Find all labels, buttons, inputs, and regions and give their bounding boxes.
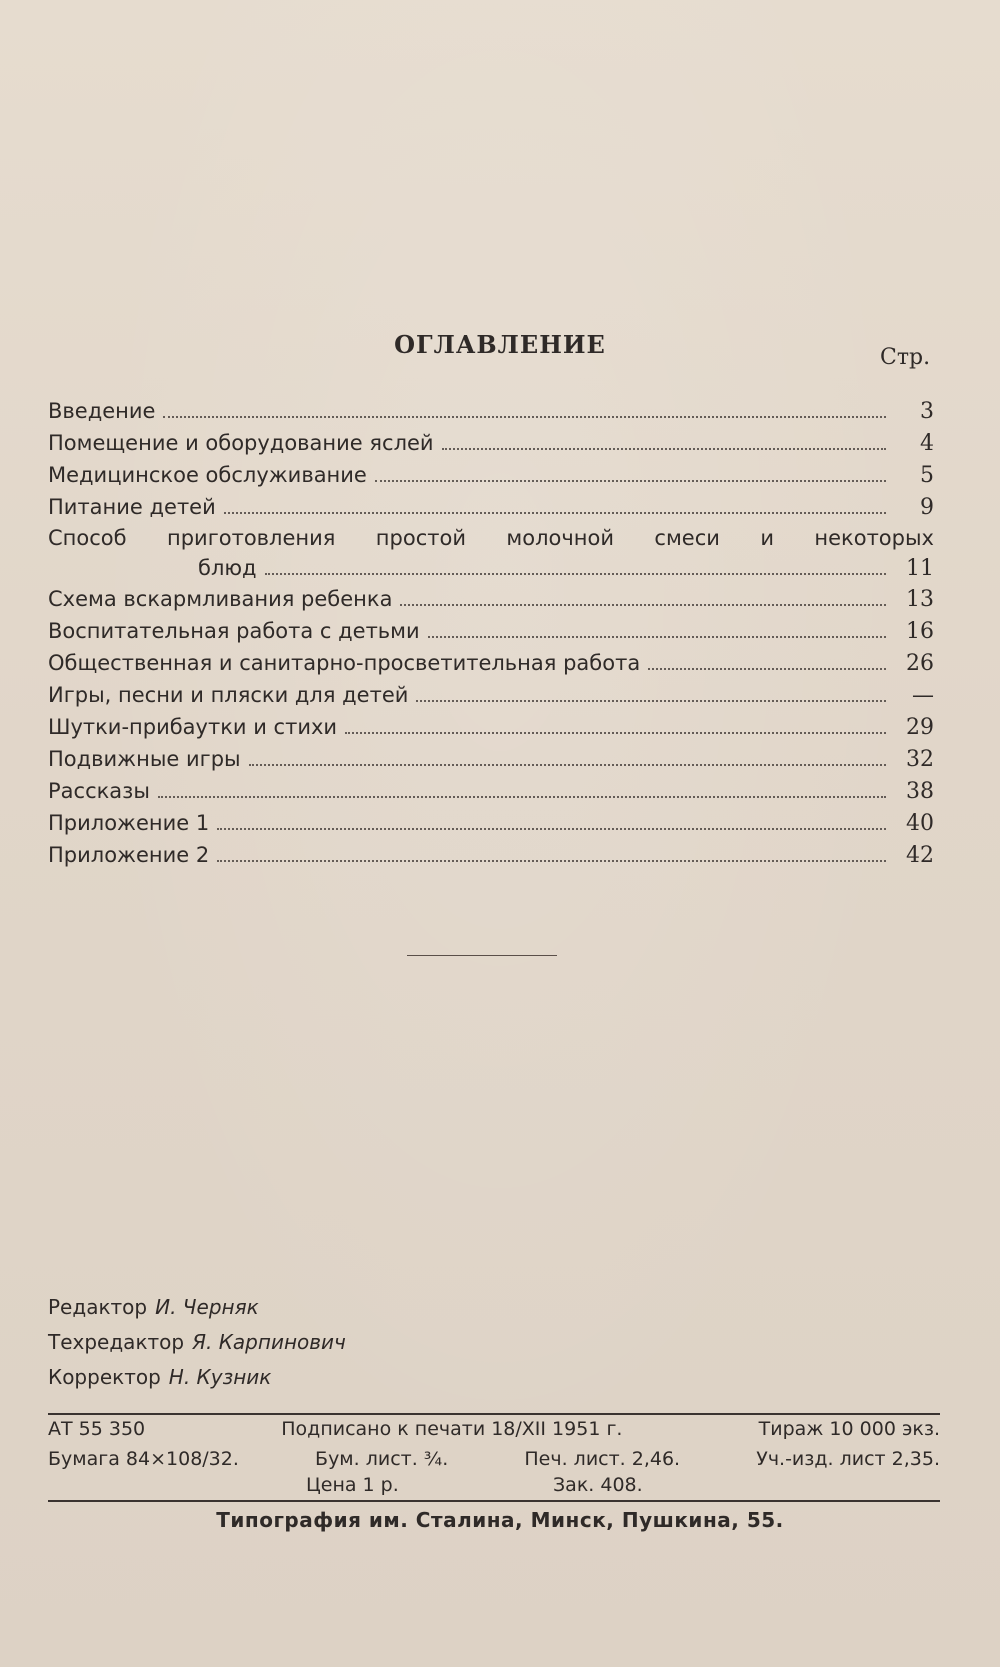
toc-item-page: 3 <box>920 399 934 424</box>
corrector-line <box>48 1360 346 1395</box>
toc-item-title: Приложение 1 <box>48 811 210 835</box>
toc-item-page: 11 <box>906 556 934 581</box>
imprint-line-1 <box>48 1418 940 1440</box>
toc-item <box>48 679 934 711</box>
editor-line <box>48 1290 346 1325</box>
toc-leader-dots <box>265 573 886 575</box>
corrector-name: Н. Кузник <box>168 1365 272 1389</box>
toc-item-page: 16 <box>906 619 934 644</box>
toc-leader-dots <box>648 668 886 670</box>
toc-item-title: Рассказы <box>48 779 150 803</box>
toc-leader-dots <box>224 512 886 514</box>
toc-item <box>48 459 934 491</box>
toc-item-title: Воспитательная работа с детьми <box>48 619 420 643</box>
toc-leader-dots <box>217 860 886 862</box>
imprint-paper-sheets: Бум. лист. ¾. <box>315 1448 449 1470</box>
toc-item-title: Подвижные игры <box>48 747 241 771</box>
toc-item-title: Схема вскармливания ребенка <box>48 587 393 611</box>
toc-item-title: Приложение 2 <box>48 843 210 867</box>
tech-editor-line <box>48 1325 346 1360</box>
toc-leader-dots <box>375 480 886 482</box>
toc-leader-dots <box>428 636 886 638</box>
toc-item <box>48 807 934 839</box>
toc-item-title: Общественная и санитарно-просветительная работа <box>48 651 641 675</box>
section-divider <box>407 955 557 956</box>
imprint-line-3 <box>48 1474 940 1500</box>
toc-item-page: 4 <box>920 431 934 456</box>
corrector-role: Корректор <box>48 1365 161 1389</box>
toc-item <box>48 839 934 871</box>
imprint-print-run: Тираж 10 000 экз. <box>758 1418 940 1440</box>
toc-item-page: 9 <box>920 495 934 520</box>
toc-item-page: 26 <box>906 651 934 676</box>
toc-item-page: — <box>912 683 934 708</box>
toc-item-page: 5 <box>920 463 934 488</box>
toc-leader-dots <box>442 448 886 450</box>
toc-item-title: Шутки-прибаутки и стихи <box>48 715 338 739</box>
toc-leader-dots <box>345 732 886 734</box>
toc-item <box>48 615 934 647</box>
toc-item <box>48 583 934 615</box>
toc-item-title: Игры, песни и пляски для детей <box>48 683 409 707</box>
imprint-top-rule <box>48 1413 940 1415</box>
toc-item-title: Помещение и оборудование яслей <box>48 431 434 455</box>
toc-item-page: 32 <box>906 747 934 772</box>
printer-line: Типография им. Сталина, Минск, Пушкина, 55. <box>216 1508 784 1532</box>
toc-item <box>48 711 934 743</box>
toc-item-title: Способ приготовления простой молочной смеси и некоторых <box>48 526 934 550</box>
toc-item <box>48 427 934 459</box>
imprint-code: АТ 55 350 <box>48 1418 146 1440</box>
toc-item-page: 40 <box>906 811 934 836</box>
toc-leader-dots <box>416 700 886 702</box>
toc-leader-dots <box>217 828 886 830</box>
toc-leader-dots <box>158 796 886 798</box>
toc-item-title: Введение <box>48 399 156 423</box>
toc-item <box>48 491 934 523</box>
toc-item <box>48 647 934 679</box>
toc-item <box>48 523 934 583</box>
imprint-price: Цена 1 р. <box>306 1474 399 1496</box>
imprint-order: Зак. 408. <box>553 1474 643 1496</box>
toc-item <box>48 743 934 775</box>
credits-block <box>48 1290 346 1395</box>
imprint-bottom-rule <box>48 1500 940 1502</box>
toc-item-page: 38 <box>906 779 934 804</box>
editor-name: И. Черняк <box>155 1295 259 1319</box>
imprint-edit-sheets: Уч.-изд. лист 2,35. <box>756 1448 940 1470</box>
toc-item <box>48 395 934 427</box>
toc-leader-dots <box>163 416 886 418</box>
toc-list <box>48 395 934 871</box>
toc-leader-dots <box>400 604 886 606</box>
tech-editor-name: Я. Карпинович <box>192 1330 346 1354</box>
toc-item-title: Питание детей <box>48 495 216 519</box>
toc-leader-dots <box>249 764 886 766</box>
toc-item-title: Медицинское обслуживание <box>48 463 367 487</box>
imprint-signed: Подписано к печати 18/XII 1951 г. <box>281 1418 623 1440</box>
toc-page-heading: Стр. <box>880 345 931 370</box>
toc-item <box>48 775 934 807</box>
toc-title: ОГЛАВЛЕНИЕ <box>394 330 606 359</box>
toc-item-page: 29 <box>906 715 934 740</box>
tech-editor-role: Техредактор <box>48 1330 185 1354</box>
imprint-paper: Бумага 84×108/32. <box>48 1448 239 1470</box>
toc-item-page: 13 <box>906 587 934 612</box>
toc-item-title-continued: блюд <box>198 556 257 580</box>
imprint-print-sheets: Печ. лист. 2,46. <box>524 1448 681 1470</box>
toc-item-page: 42 <box>906 843 934 868</box>
imprint-line-2 <box>48 1448 940 1470</box>
editor-role: Редактор <box>48 1295 148 1319</box>
